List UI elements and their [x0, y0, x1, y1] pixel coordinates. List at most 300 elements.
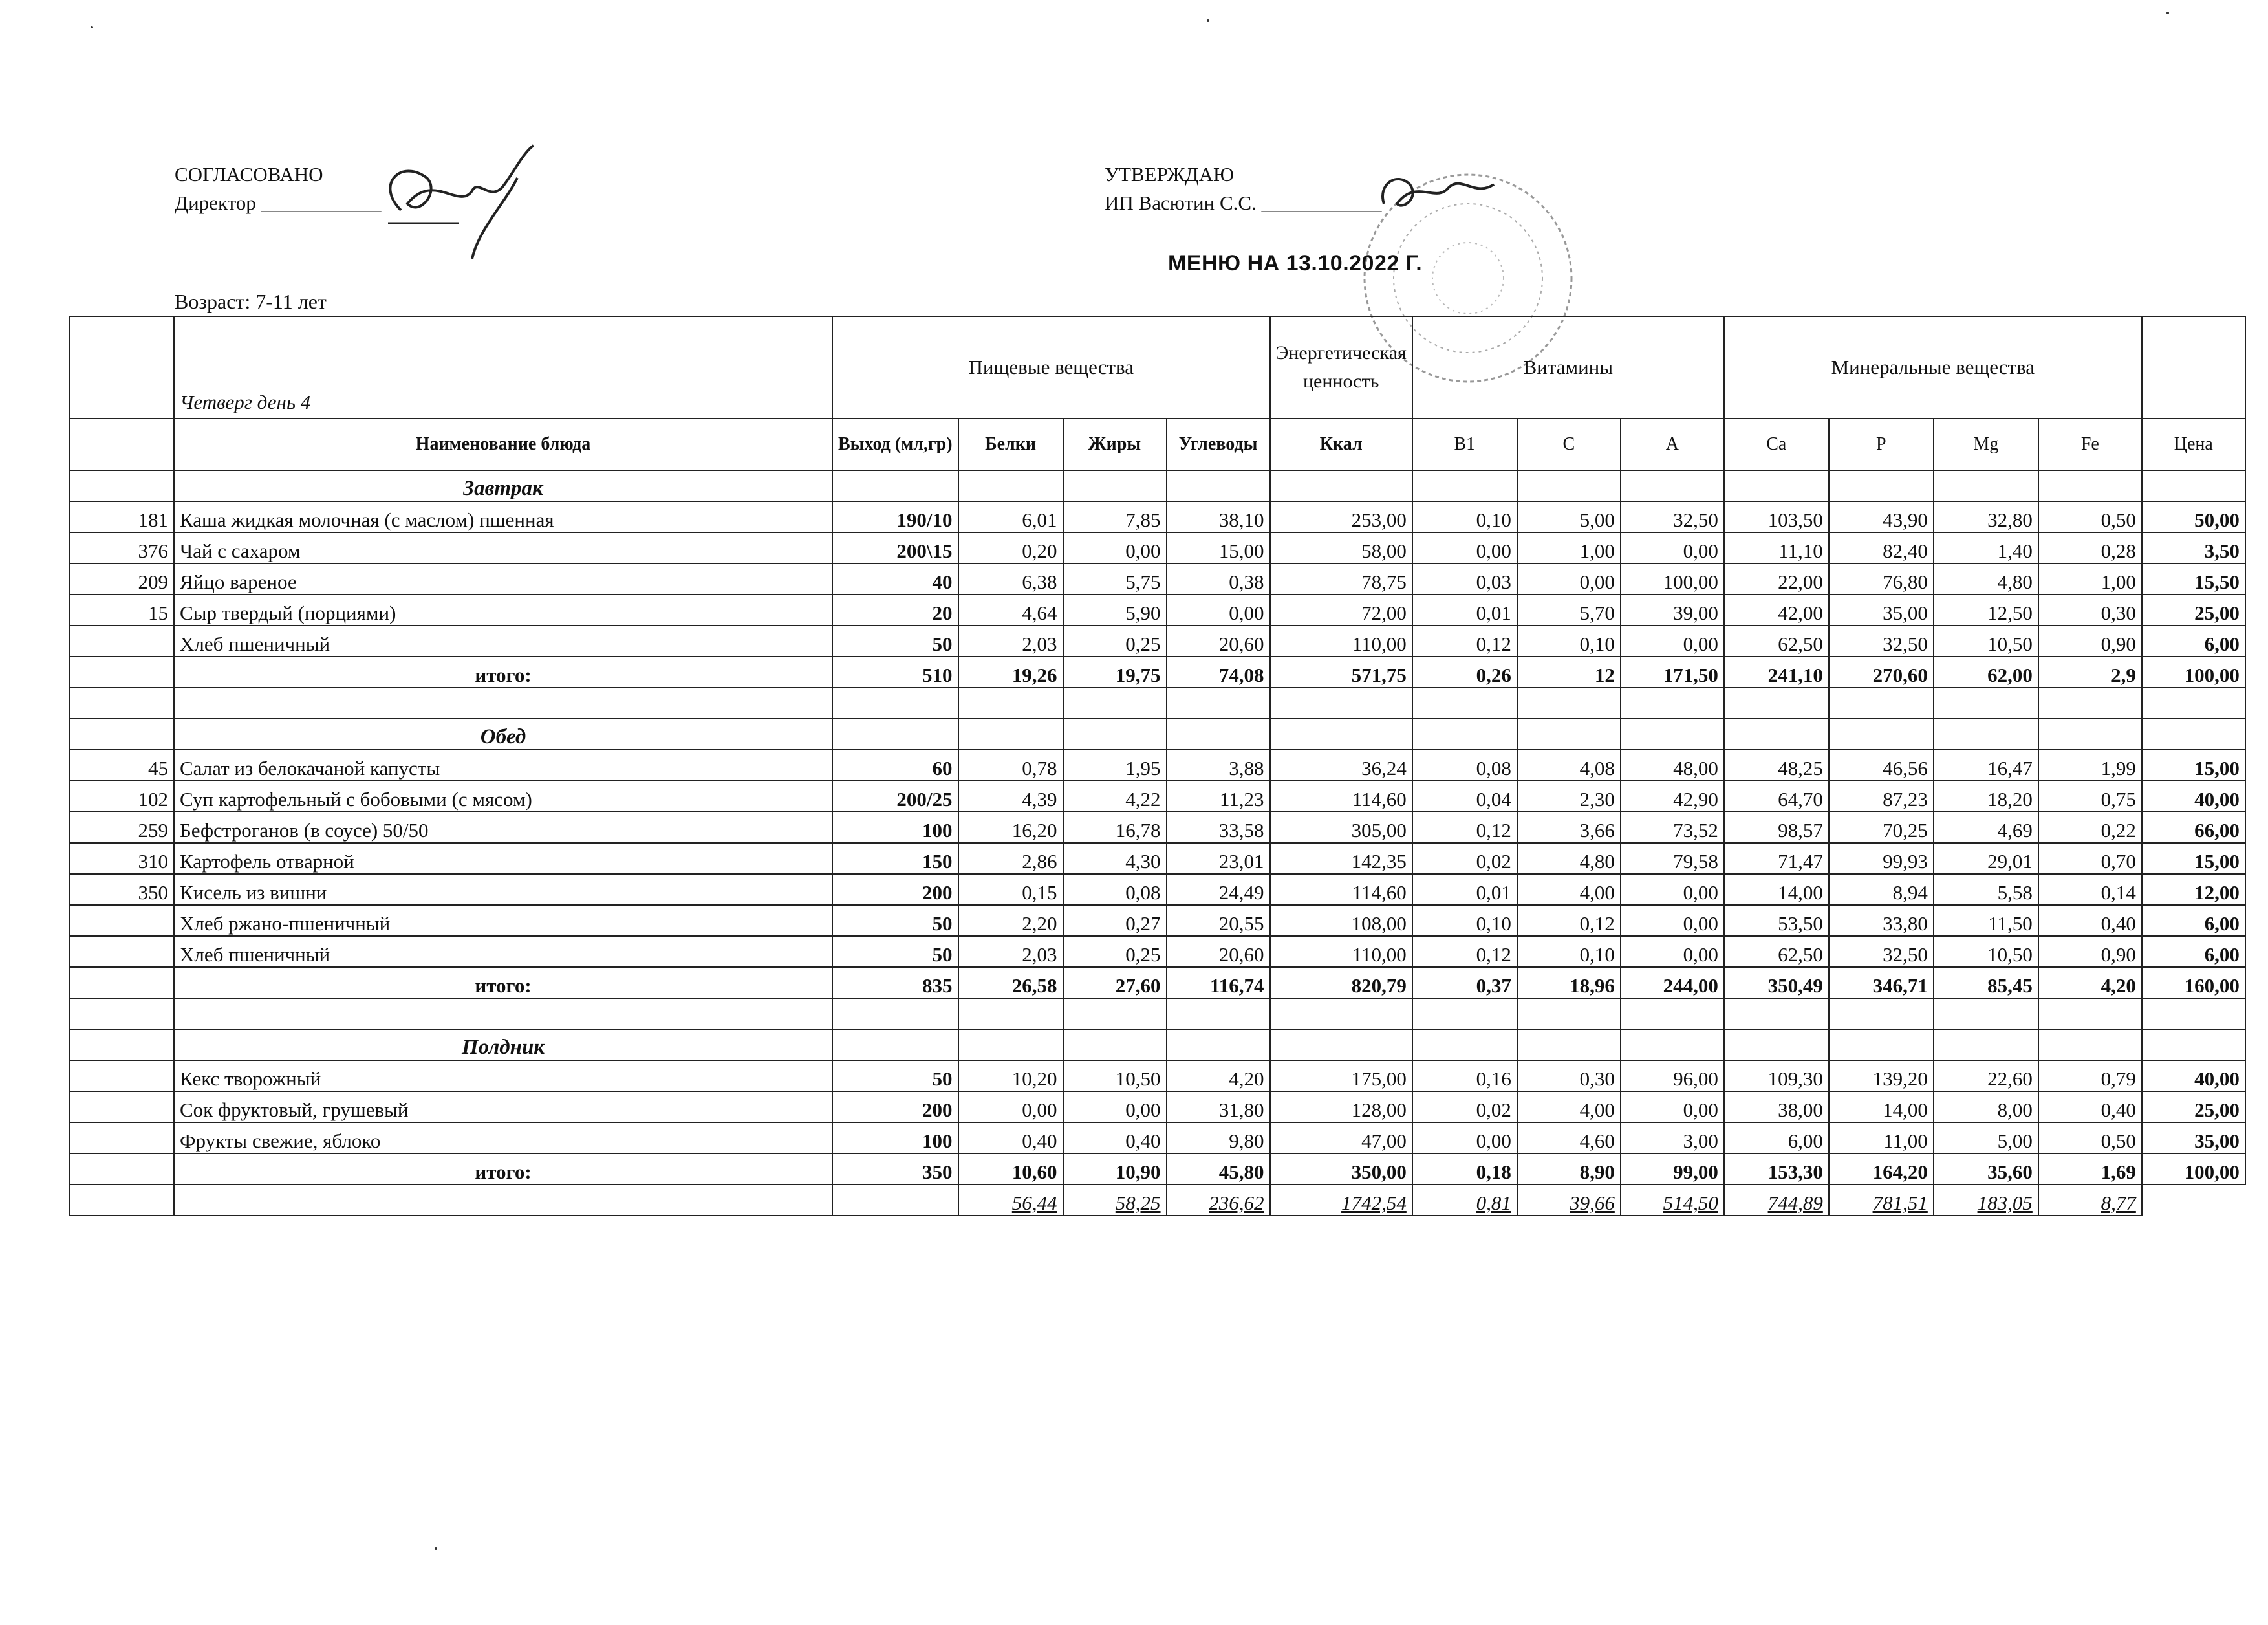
scan-speck	[1207, 19, 1209, 22]
nutrient-value: 2,30	[1517, 781, 1621, 812]
dish-name: Каша жидкая молочная (с маслом) пшенная	[174, 501, 832, 532]
total-value: 0,37	[1412, 967, 1517, 998]
price-value: 25,00	[2142, 1091, 2245, 1122]
grand-total-value: 39,66	[1517, 1184, 1621, 1216]
column-header: Ca	[1724, 419, 1829, 470]
total-value: 164,20	[1829, 1153, 1934, 1184]
nutrient-value: 0,15	[958, 874, 1063, 905]
grand-total-value: 744,89	[1724, 1184, 1829, 1216]
price-value: 3,50	[2142, 532, 2245, 563]
empty-cell	[1724, 998, 1829, 1029]
price-value: 25,00	[2142, 594, 2245, 626]
nutrient-value: 20,60	[1167, 626, 1270, 657]
scan-speck	[2166, 12, 2169, 14]
nutrient-value: 0,90	[2038, 626, 2142, 657]
empty-cell	[2142, 1184, 2245, 1216]
nutrient-value: 16,78	[1063, 812, 1167, 843]
signature-left	[362, 133, 556, 262]
nutrient-value: 10,20	[958, 1060, 1063, 1091]
nutrient-value: 32,50	[1829, 626, 1934, 657]
nutrient-value: 62,50	[1724, 626, 1829, 657]
empty-cell	[1270, 688, 1412, 719]
empty-cell	[2038, 688, 2142, 719]
nutrient-value: 6,00	[1724, 1122, 1829, 1153]
portion-yield: 50	[832, 905, 958, 936]
empty-cell	[832, 688, 958, 719]
empty-cell	[1829, 688, 1934, 719]
total-value: 62,00	[1934, 657, 2038, 688]
table-row	[69, 1060, 2245, 1091]
nutrient-value: 0,00	[1167, 594, 1270, 626]
empty-cell	[69, 719, 174, 750]
column-header: C	[1517, 419, 1621, 470]
total-value: 45,80	[1167, 1153, 1270, 1184]
nutrient-value: 71,47	[1724, 843, 1829, 874]
empty-cell	[1934, 688, 2038, 719]
empty-cell	[1517, 998, 1621, 1029]
nutrient-value: 10,50	[1063, 1060, 1167, 1091]
total-yield: 510	[832, 657, 958, 688]
nutrient-value: 0,10	[1412, 905, 1517, 936]
nutrient-value: 5,00	[1517, 501, 1621, 532]
nutrient-value: 76,80	[1829, 563, 1934, 594]
nutrient-value: 0,01	[1412, 594, 1517, 626]
table-row	[69, 750, 2245, 781]
nutrient-value: 9,80	[1167, 1122, 1270, 1153]
empty-cell	[1829, 470, 1934, 501]
empty-cell	[1063, 998, 1167, 1029]
price-value: 6,00	[2142, 905, 2245, 936]
empty-cell	[1621, 719, 1724, 750]
empty-cell	[174, 688, 832, 719]
table-row	[69, 905, 2245, 936]
nutrient-value: 0,00	[1063, 532, 1167, 563]
portion-yield: 200	[832, 874, 958, 905]
nutrient-value: 0,30	[1517, 1060, 1621, 1091]
nutrient-value: 0,02	[1412, 1091, 1517, 1122]
empty-cell	[832, 719, 958, 750]
grand-total-value: 514,50	[1621, 1184, 1724, 1216]
table-row	[69, 532, 2245, 563]
portion-yield: 200\15	[832, 532, 958, 563]
minerals-header: Минеральные вещества	[1724, 316, 2142, 419]
nutrient-value: 79,58	[1621, 843, 1724, 874]
dish-name: Хлеб пшеничный	[174, 936, 832, 967]
nutrient-value: 64,70	[1724, 781, 1829, 812]
price-value: 35,00	[2142, 1122, 2245, 1153]
nutrient-value: 4,69	[1934, 812, 2038, 843]
dish-name: Салат из белокачаной капусты	[174, 750, 832, 781]
nutrient-value: 0,08	[1063, 874, 1167, 905]
nutrient-value: 0,10	[1517, 626, 1621, 657]
nutrient-value: 0,40	[958, 1122, 1063, 1153]
table-row	[69, 843, 2245, 874]
column-header: B1	[1412, 419, 1517, 470]
total-value: 0,26	[1412, 657, 1517, 688]
day-label: Четверг день 4	[174, 316, 832, 419]
grand-total-value: 1742,54	[1270, 1184, 1412, 1216]
total-value: 1,69	[2038, 1153, 2142, 1184]
total-value: 27,60	[1063, 967, 1167, 998]
price-value: 15,00	[2142, 843, 2245, 874]
nutrient-value: 5,00	[1934, 1122, 2038, 1153]
nutrient-value: 305,00	[1270, 812, 1412, 843]
nutrient-value: 16,20	[958, 812, 1063, 843]
dish-name: Кисель из вишни	[174, 874, 832, 905]
nutrient-value: 0,28	[2038, 532, 2142, 563]
nutrient-value: 4,08	[1517, 750, 1621, 781]
nutrient-value: 46,56	[1829, 750, 1934, 781]
table-row	[69, 594, 2245, 626]
nutrient-value: 0,38	[1167, 563, 1270, 594]
portion-yield: 20	[832, 594, 958, 626]
price-value: 6,00	[2142, 936, 2245, 967]
empty-cell	[1829, 719, 1934, 750]
nutrient-value: 20,60	[1167, 936, 1270, 967]
grand-total-value: 8,77	[2038, 1184, 2142, 1216]
nutrient-value: 0,90	[2038, 936, 2142, 967]
nutrient-value: 73,52	[1621, 812, 1724, 843]
nutrient-value: 24,49	[1167, 874, 1270, 905]
table-row	[69, 1091, 2245, 1122]
price-value: 15,50	[2142, 563, 2245, 594]
nutrient-value: 0,40	[1063, 1122, 1167, 1153]
price-value: 50,00	[2142, 501, 2245, 532]
grand-total-value: 781,51	[1829, 1184, 1934, 1216]
empty-cell	[832, 998, 958, 1029]
nutrient-value: 0,70	[2038, 843, 2142, 874]
approval-left	[175, 160, 382, 217]
total-value: 571,75	[1270, 657, 1412, 688]
empty-cell	[1517, 719, 1621, 750]
nutrient-value: 0,12	[1412, 812, 1517, 843]
total-row	[69, 967, 2245, 998]
nutrient-value: 48,25	[1724, 750, 1829, 781]
total-value: 85,45	[1934, 967, 2038, 998]
nutrient-value: 0,00	[1517, 563, 1621, 594]
age-label: Возраст: 7-11 лет	[175, 290, 327, 313]
nutrient-value: 114,60	[1270, 781, 1412, 812]
nutrient-value: 0,00	[1412, 1122, 1517, 1153]
nutrient-value: 4,22	[1063, 781, 1167, 812]
portion-yield: 150	[832, 843, 958, 874]
nutrient-value: 70,25	[1829, 812, 1934, 843]
dish-name: Сыр твердый (порциями)	[174, 594, 832, 626]
total-value: 26,58	[958, 967, 1063, 998]
nutrient-value: 32,50	[1829, 936, 1934, 967]
portion-yield: 200/25	[832, 781, 958, 812]
empty-cell	[1270, 719, 1412, 750]
grand-total-row	[69, 1184, 2245, 1216]
dish-name: Сок фруктовый, грушевый	[174, 1091, 832, 1122]
recipe-number	[69, 1060, 174, 1091]
total-value: 244,00	[1621, 967, 1724, 998]
portion-yield: 50	[832, 1060, 958, 1091]
empty-cell	[2038, 1029, 2142, 1060]
empty-cell	[1063, 688, 1167, 719]
portion-yield: 40	[832, 563, 958, 594]
recipe-number: 102	[69, 781, 174, 812]
nutrient-value: 5,70	[1517, 594, 1621, 626]
nutrient-value: 14,00	[1829, 1091, 1934, 1122]
nutrient-value: 82,40	[1829, 532, 1934, 563]
recipe-number: 259	[69, 812, 174, 843]
recipe-number	[69, 936, 174, 967]
recipe-number: 45	[69, 750, 174, 781]
total-value: 12	[1517, 657, 1621, 688]
recipe-number	[69, 1122, 174, 1153]
section-title: Обед	[174, 719, 832, 750]
column-header: Mg	[1934, 419, 2038, 470]
recipe-number: 376	[69, 532, 174, 563]
table-row	[69, 936, 2245, 967]
nutrient-value: 32,50	[1621, 501, 1724, 532]
total-value: 35,60	[1934, 1153, 2038, 1184]
empty-cell	[1621, 1029, 1724, 1060]
section-row	[69, 470, 2245, 501]
column-header	[69, 419, 174, 470]
nutrient-value: 4,00	[1517, 1091, 1621, 1122]
nutrient-value: 33,58	[1167, 812, 1270, 843]
dish-name: Кекс творожный	[174, 1060, 832, 1091]
total-value: 241,10	[1724, 657, 1829, 688]
nutrient-value: 0,10	[1517, 936, 1621, 967]
nutrient-value: 0,00	[1621, 626, 1724, 657]
price-value: 66,00	[2142, 812, 2245, 843]
energy-header: Энергетическая ценность	[1270, 316, 1412, 419]
section-title: Полдник	[174, 1029, 832, 1060]
portion-yield: 200	[832, 1091, 958, 1122]
nutrient-value: 0,79	[2038, 1060, 2142, 1091]
nutrient-value: 32,80	[1934, 501, 2038, 532]
empty-cell	[69, 1184, 174, 1216]
nutrient-value: 0,40	[2038, 905, 2142, 936]
total-value: 116,74	[1167, 967, 1270, 998]
empty-cell	[1724, 470, 1829, 501]
nutrient-value: 62,50	[1724, 936, 1829, 967]
dish-name: Картофель отварной	[174, 843, 832, 874]
empty-cell	[69, 998, 174, 1029]
empty-cell	[1517, 688, 1621, 719]
empty-cell	[958, 719, 1063, 750]
recipe-number	[69, 905, 174, 936]
nutrient-value: 128,00	[1270, 1091, 1412, 1122]
nutrient-value: 8,00	[1934, 1091, 2038, 1122]
total-yield: 350	[832, 1153, 958, 1184]
nutrients-header: Пищевые вещества	[832, 316, 1270, 419]
nutrient-value: 0,00	[1621, 936, 1724, 967]
empty-cell	[1063, 470, 1167, 501]
total-value: 2,9	[2038, 657, 2142, 688]
nutrient-value: 10,50	[1934, 936, 2038, 967]
empty-cell	[174, 998, 832, 1029]
nutrient-value: 6,38	[958, 563, 1063, 594]
nutrient-value: 0,14	[2038, 874, 2142, 905]
nutrient-value: 22,00	[1724, 563, 1829, 594]
approval-right	[1105, 160, 1382, 217]
nutrient-value: 110,00	[1270, 936, 1412, 967]
scan-speck	[91, 26, 93, 28]
recipe-number: 350	[69, 874, 174, 905]
empty-cell	[2142, 1029, 2245, 1060]
empty-cell	[1412, 998, 1517, 1029]
column-header: P	[1829, 419, 1934, 470]
empty-cell	[1270, 470, 1412, 501]
section-row	[69, 1029, 2245, 1060]
total-value: 10,60	[958, 1153, 1063, 1184]
empty-cell	[1517, 470, 1621, 501]
nutrient-value: 1,00	[1517, 532, 1621, 563]
empty-cell	[1724, 688, 1829, 719]
nutrient-value: 1,95	[1063, 750, 1167, 781]
nutrient-value: 4,80	[1934, 563, 2038, 594]
nutrient-value: 0,10	[1412, 501, 1517, 532]
price-value: 40,00	[2142, 781, 2245, 812]
nutrient-value: 0,20	[958, 532, 1063, 563]
empty-cell	[1167, 470, 1270, 501]
nutrient-value: 33,80	[1829, 905, 1934, 936]
section-title: Завтрак	[174, 470, 832, 501]
dish-name: Бефстроганов (в соусе) 50/50	[174, 812, 832, 843]
nutrient-value: 39,00	[1621, 594, 1724, 626]
empty-cell	[1829, 1029, 1934, 1060]
nutrient-value: 38,10	[1167, 501, 1270, 532]
nutrient-value: 47,00	[1270, 1122, 1412, 1153]
nutrient-value: 22,60	[1934, 1060, 2038, 1091]
column-header: Белки	[958, 419, 1063, 470]
nutrient-value: 35,00	[1829, 594, 1934, 626]
nutrient-value: 1,00	[2038, 563, 2142, 594]
empty-cell	[69, 470, 174, 501]
empty-cell	[958, 688, 1063, 719]
nutrient-value: 103,50	[1724, 501, 1829, 532]
nutrient-value: 11,50	[1934, 905, 2038, 936]
nutrient-value: 14,00	[1724, 874, 1829, 905]
nutrient-value: 108,00	[1270, 905, 1412, 936]
total-price: 160,00	[2142, 967, 2245, 998]
blank-row	[69, 998, 2245, 1029]
column-header: Углеводы	[1167, 419, 1270, 470]
nutrient-value: 0,30	[2038, 594, 2142, 626]
total-row	[69, 657, 2245, 688]
nutrient-value: 3,00	[1621, 1122, 1724, 1153]
empty-cell	[1270, 1029, 1412, 1060]
column-header-row	[69, 419, 2245, 470]
nutrient-value: 110,00	[1270, 626, 1412, 657]
empty-cell	[174, 1184, 832, 1216]
column-header: Ккал	[1270, 419, 1412, 470]
nutrient-value: 0,01	[1412, 874, 1517, 905]
menu-title: МЕНЮ НА 13.10.2022 Г.	[1168, 251, 1423, 276]
total-value: 270,60	[1829, 657, 1934, 688]
portion-yield: 100	[832, 1122, 958, 1153]
table-row	[69, 501, 2245, 532]
dish-name: Яйцо вареное	[174, 563, 832, 594]
nutrient-value: 16,47	[1934, 750, 2038, 781]
empty-cell	[1412, 1029, 1517, 1060]
nutrient-value: 43,90	[1829, 501, 1934, 532]
nutrient-value: 0,50	[2038, 1122, 2142, 1153]
nutrient-value: 53,50	[1724, 905, 1829, 936]
empty-cell	[2038, 470, 2142, 501]
nutrient-value: 0,16	[1412, 1060, 1517, 1091]
empty-cell	[2038, 719, 2142, 750]
nutrient-value: 15,00	[1167, 532, 1270, 563]
empty-cell	[1270, 998, 1412, 1029]
recipe-number: 209	[69, 563, 174, 594]
nutrient-value: 0,25	[1063, 626, 1167, 657]
empty-cell	[1621, 688, 1724, 719]
nutrient-value: 0,00	[1063, 1091, 1167, 1122]
nutrient-value: 99,93	[1829, 843, 1934, 874]
dish-name: Хлеб пшеничный	[174, 626, 832, 657]
nutrient-value: 1,40	[1934, 532, 2038, 563]
grand-total-value: 183,05	[1934, 1184, 2038, 1216]
approval-right-title: УТВЕРЖДАЮ	[1105, 163, 1234, 186]
nutrient-value: 96,00	[1621, 1060, 1724, 1091]
nutrient-value: 3,66	[1517, 812, 1621, 843]
nutrient-value: 2,03	[958, 936, 1063, 967]
portion-yield: 50	[832, 626, 958, 657]
column-header: Жиры	[1063, 419, 1167, 470]
nutrient-value: 4,30	[1063, 843, 1167, 874]
total-label: итого:	[174, 657, 832, 688]
total-price: 100,00	[2142, 1153, 2245, 1184]
empty-cell	[958, 998, 1063, 1029]
nutrient-value: 4,64	[958, 594, 1063, 626]
nutrient-value: 98,57	[1724, 812, 1829, 843]
total-value: 171,50	[1621, 657, 1724, 688]
empty-cell	[832, 1184, 958, 1216]
total-price: 100,00	[2142, 657, 2245, 688]
empty-cell	[1167, 688, 1270, 719]
nutrient-value: 20,55	[1167, 905, 1270, 936]
nutrient-value: 0,02	[1412, 843, 1517, 874]
portion-yield: 190/10	[832, 501, 958, 532]
nutrient-value: 2,03	[958, 626, 1063, 657]
price-value: 12,00	[2142, 874, 2245, 905]
nutrient-value: 8,94	[1829, 874, 1934, 905]
table-row	[69, 781, 2245, 812]
nutrient-value: 48,00	[1621, 750, 1724, 781]
nutrient-value: 58,00	[1270, 532, 1412, 563]
nutrient-value: 18,20	[1934, 781, 2038, 812]
nutrient-value: 31,80	[1167, 1091, 1270, 1122]
nutrient-value: 36,24	[1270, 750, 1412, 781]
nutrient-value: 42,90	[1621, 781, 1724, 812]
empty-cell	[1412, 719, 1517, 750]
vitamins-header: Витамины	[1412, 316, 1724, 419]
empty-cell	[1167, 998, 1270, 1029]
nutrient-value: 23,01	[1167, 843, 1270, 874]
approval-right-entrepreneur: ИП Васютин С.С. ____________	[1105, 191, 1382, 214]
nutrient-value: 114,60	[1270, 874, 1412, 905]
nutrient-value: 0,12	[1517, 905, 1621, 936]
nutrient-value: 2,86	[958, 843, 1063, 874]
nutrient-value: 109,30	[1724, 1060, 1829, 1091]
table-row	[69, 1122, 2245, 1153]
empty-cell	[2038, 998, 2142, 1029]
empty-cell	[1621, 998, 1724, 1029]
total-value: 99,00	[1621, 1153, 1724, 1184]
grand-total-value: 0,81	[1412, 1184, 1517, 1216]
empty-cell	[69, 657, 174, 688]
recipe-number	[69, 626, 174, 657]
empty-cell	[69, 1029, 174, 1060]
nutrient-value: 0,00	[1621, 532, 1724, 563]
total-value: 153,30	[1724, 1153, 1829, 1184]
empty-cell	[1934, 1029, 2038, 1060]
